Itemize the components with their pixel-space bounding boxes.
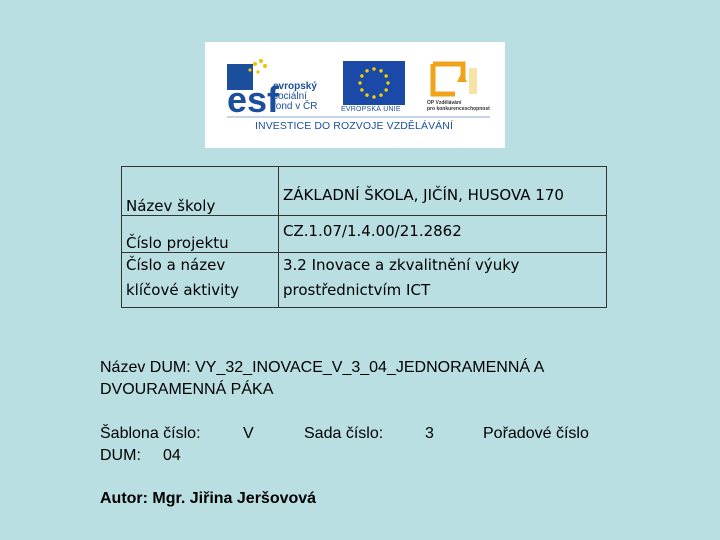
logo-graphics (205, 42, 505, 148)
logo-banner (205, 42, 505, 148)
school-label: Název školy (122, 167, 279, 216)
op-logo-icon (433, 64, 477, 94)
tagline: INVESTICE DO ROZVOJE VZDĚLÁVÁNÍ (255, 120, 453, 132)
eu-star (379, 69, 382, 72)
order-label: Pořadové číslo (483, 425, 589, 442)
activity-value (279, 253, 607, 308)
activity-label (122, 253, 279, 308)
order-label-dum: DUM: (100, 447, 141, 464)
template-value: V (243, 425, 254, 442)
esf-letters: esf (227, 79, 280, 120)
school-value (279, 167, 607, 216)
eu-star (384, 74, 387, 77)
eu-label: EVROPSKÁ UNIE (341, 106, 401, 113)
dum-name-line-2: DVOURAMENNÁ PÁKA (100, 381, 274, 398)
eu-flag-icon (343, 61, 405, 105)
project-info-table (121, 166, 607, 308)
eu-star (365, 69, 368, 72)
esf-subtitle (273, 82, 317, 112)
esf-line-1: evropský (273, 81, 317, 92)
eu-star (386, 81, 389, 84)
activity-label-line-2: klíčové aktivity (126, 281, 240, 299)
set-label: Sada číslo: (304, 425, 384, 442)
eu-star (360, 88, 363, 91)
project-value (279, 216, 607, 253)
project-value-text: CZ.1.07/1.4.00/21.2862 (283, 222, 462, 240)
order-value: 04 (163, 447, 181, 464)
project-label: Číslo projektu (122, 216, 279, 253)
school-value-text: ZÁKLADNÍ ŠKOLA, JIČÍN, HUSOVA 170 (283, 186, 564, 204)
op-line-2: pro konkurenceschopnost (427, 106, 490, 112)
eu-star (379, 93, 382, 96)
set-value: 3 (425, 425, 434, 442)
author: Autor: Mgr. Jiřina Jeršovová (100, 490, 317, 507)
table-row (122, 167, 607, 216)
eu-star (384, 88, 387, 91)
esf-line-3: fond v ČR (273, 101, 318, 112)
eu-star (358, 81, 361, 84)
table-row (122, 253, 607, 308)
dum-name-line-1: Název DUM: VY_32_INOVACE_V_3_04_JEDNORAMENNÁ A (100, 359, 545, 376)
op-line-1: OP Vzdělávání (427, 100, 462, 106)
activity-value-line-1: 3.2 Inovace a zkvalitnění výuky (283, 256, 520, 274)
table-row (122, 216, 607, 253)
activity-label-line-1: Číslo a název (126, 256, 226, 274)
op-label (427, 100, 490, 112)
eu-star (365, 93, 368, 96)
activity-value-line-2: prostřednictvím ICT (283, 281, 431, 299)
eu-star (360, 74, 363, 77)
esf-line-2: sociální (273, 91, 307, 102)
eu-star (372, 95, 375, 98)
template-label: Šablona číslo: (100, 425, 201, 442)
eu-star (372, 67, 375, 70)
